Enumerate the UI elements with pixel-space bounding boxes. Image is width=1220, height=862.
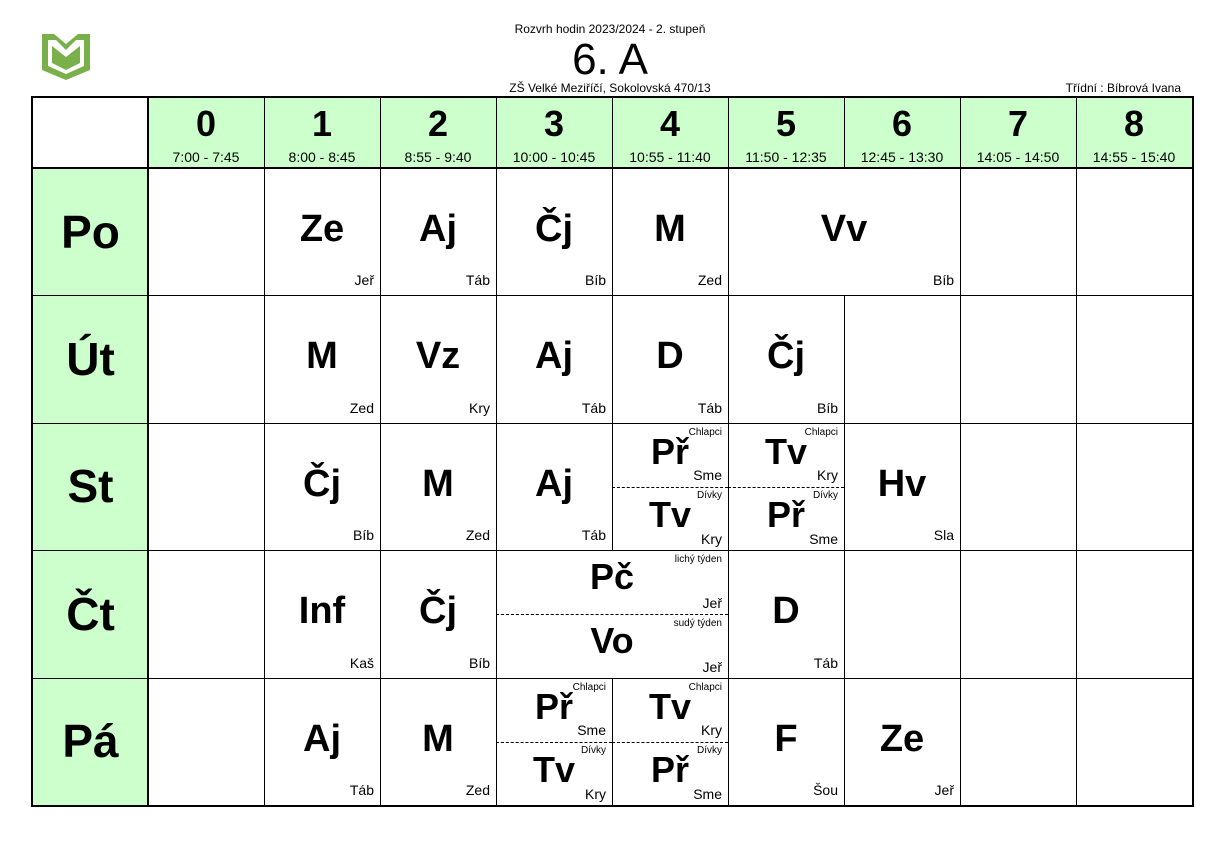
subject: D xyxy=(772,590,800,633)
group-divider xyxy=(496,742,612,743)
subject: Vz xyxy=(415,335,461,378)
column-separator xyxy=(380,98,381,168)
subject: Aj xyxy=(303,717,341,760)
lesson-cell[interactable] xyxy=(496,550,728,677)
subject: Čj xyxy=(303,462,341,505)
subject: D xyxy=(656,335,684,378)
subject: Př xyxy=(650,430,690,472)
period-header-7 xyxy=(960,98,1076,168)
lesson-cell[interactable] xyxy=(380,295,496,422)
teacher: Bíb xyxy=(932,272,954,289)
lesson-group[interactable] xyxy=(496,550,728,614)
group-label: Chlapci xyxy=(572,681,606,693)
teacher: Kaš xyxy=(349,654,374,671)
column-separator xyxy=(1076,678,1077,806)
period-header-0 xyxy=(148,98,264,168)
lesson-group[interactable] xyxy=(496,678,612,742)
column-separator xyxy=(960,295,961,423)
lesson-cell[interactable] xyxy=(380,678,496,805)
subject: Hv xyxy=(877,462,927,505)
lesson-cell[interactable] xyxy=(496,168,612,295)
lesson-cell[interactable] xyxy=(612,423,728,550)
day-cell-1 xyxy=(33,295,148,422)
teacher: Bíb xyxy=(816,399,838,416)
teacher: Zed xyxy=(349,399,374,416)
period-time: 12:45 - 13:30 xyxy=(860,149,944,165)
column-separator xyxy=(496,98,497,168)
group-divider xyxy=(612,487,728,488)
group-label: Chlapci xyxy=(804,426,838,438)
subject: Tv xyxy=(764,430,807,472)
group-label: Dívky xyxy=(813,490,838,502)
day-name: Po xyxy=(61,205,120,258)
subject: Pč xyxy=(589,556,635,598)
group-divider xyxy=(496,614,728,615)
schedule-subtitle: Rozvrh hodin 2023/2024 - 2. stupeň xyxy=(514,22,706,36)
lesson-group[interactable] xyxy=(612,678,728,742)
subject: Vo xyxy=(590,619,634,661)
teacher: Jeř xyxy=(702,594,722,611)
subject: Aj xyxy=(535,335,573,378)
day-cell-3 xyxy=(33,550,148,677)
lesson-cell[interactable] xyxy=(844,423,960,550)
subject: Čj xyxy=(767,335,805,378)
column-separator xyxy=(960,423,961,551)
period-header-1 xyxy=(264,98,380,168)
subject: Tv xyxy=(648,494,691,536)
period-number: 0 xyxy=(195,103,217,144)
day-cell-4 xyxy=(33,678,148,805)
column-separator xyxy=(1076,98,1077,168)
column-separator xyxy=(844,98,845,168)
class-teacher: Třídní : Bíbrová Ivana xyxy=(1065,81,1181,95)
column-separator xyxy=(1076,168,1077,296)
teacher: Kry xyxy=(469,399,490,416)
day-name: Pá xyxy=(62,715,119,768)
period-number: 7 xyxy=(1007,103,1029,144)
column-separator xyxy=(960,168,961,296)
column-separator xyxy=(844,295,845,423)
teacher: Sme xyxy=(577,722,606,739)
period-header-2 xyxy=(380,98,496,168)
group-divider xyxy=(612,742,728,743)
period-header-8 xyxy=(1076,98,1192,168)
lesson-group[interactable] xyxy=(612,741,728,805)
period-time: 14:05 - 14:50 xyxy=(976,149,1060,165)
group-label: Dívky xyxy=(697,490,722,502)
group-label: Dívky xyxy=(697,745,722,757)
subject: Aj xyxy=(535,462,573,505)
lesson-cell[interactable] xyxy=(728,550,844,677)
teacher: Táb xyxy=(465,272,490,289)
lesson-cell[interactable] xyxy=(728,423,844,550)
lesson-group[interactable] xyxy=(496,614,728,678)
teacher: Kry xyxy=(585,785,606,802)
column-separator xyxy=(612,98,613,168)
subject: Čj xyxy=(535,208,573,250)
period-number: 8 xyxy=(1123,103,1145,144)
period-header-6 xyxy=(844,98,960,168)
teacher: Bíb xyxy=(468,654,490,671)
lesson-cell[interactable] xyxy=(612,678,728,805)
period-time: 10:00 - 10:45 xyxy=(512,149,596,165)
lesson-cell[interactable] xyxy=(380,168,496,295)
teacher: Táb xyxy=(349,781,374,798)
day-cell-0 xyxy=(33,168,148,295)
period-time: 8:00 - 8:45 xyxy=(288,149,356,165)
teacher: Sme xyxy=(809,531,838,548)
day-name: St xyxy=(67,460,114,513)
period-number: 5 xyxy=(775,103,797,144)
teacher: Sme xyxy=(693,467,722,484)
lesson-cell[interactable] xyxy=(844,678,960,805)
subject: Tv xyxy=(532,749,575,791)
teacher: Bíb xyxy=(352,527,374,544)
subject: M xyxy=(422,717,454,760)
period-number: 2 xyxy=(427,103,449,144)
lesson-cell[interactable] xyxy=(728,168,960,295)
lesson-cell[interactable] xyxy=(264,423,380,550)
subject: Čj xyxy=(419,590,457,633)
subject: Ze xyxy=(299,208,345,250)
lesson-cell[interactable] xyxy=(496,678,612,805)
day-cell-2 xyxy=(33,423,148,550)
subject: M xyxy=(422,462,454,505)
column-separator xyxy=(960,678,961,806)
column-separator xyxy=(960,550,961,678)
subject: Tv xyxy=(648,685,691,727)
lesson-group[interactable] xyxy=(612,486,728,550)
subject: M xyxy=(306,335,338,378)
subject: Př xyxy=(650,749,690,791)
subject: M xyxy=(654,208,686,250)
teacher: Jeř xyxy=(934,781,954,798)
lesson-cell[interactable] xyxy=(496,295,612,422)
teacher: Kry xyxy=(817,467,838,484)
day-column-separator xyxy=(147,98,149,805)
teacher: Kry xyxy=(701,531,722,548)
teacher: Bíb xyxy=(584,272,606,289)
lesson-cell[interactable] xyxy=(496,423,612,550)
period-number: 4 xyxy=(659,103,681,144)
teacher: Šou xyxy=(813,781,838,798)
period-number: 6 xyxy=(891,103,913,144)
subject: Inf xyxy=(298,590,346,633)
teacher: Kry xyxy=(701,722,722,739)
column-separator xyxy=(1076,550,1077,678)
group-divider xyxy=(728,487,844,488)
day-name: Čt xyxy=(66,587,115,640)
lesson-group[interactable] xyxy=(612,423,728,487)
teacher: Táb xyxy=(697,399,722,416)
column-separator xyxy=(1076,295,1077,423)
teacher: Sla xyxy=(933,527,954,544)
period-header-5 xyxy=(728,98,844,168)
group-label: lichý týden xyxy=(674,554,722,566)
column-separator xyxy=(728,98,729,168)
lesson-cell[interactable] xyxy=(380,550,496,677)
teacher: Táb xyxy=(581,527,606,544)
column-separator xyxy=(264,98,265,168)
period-time: 10:55 - 11:40 xyxy=(629,149,711,165)
timetable-grid xyxy=(31,96,1194,807)
period-number: 1 xyxy=(311,103,333,144)
subject: Př xyxy=(766,494,806,536)
column-separator xyxy=(844,550,845,678)
group-label: sudý týden xyxy=(673,617,722,629)
teacher: Zed xyxy=(465,781,490,798)
teacher: Jeř xyxy=(354,272,374,289)
lesson-cell[interactable] xyxy=(264,678,380,805)
period-header-4 xyxy=(612,98,728,168)
lesson-cell[interactable] xyxy=(612,295,728,422)
period-time: 8:55 - 9:40 xyxy=(404,149,472,165)
group-label: Dívky xyxy=(581,745,606,757)
lesson-cell[interactable] xyxy=(264,168,380,295)
lesson-cell[interactable] xyxy=(264,550,380,677)
teacher: Táb xyxy=(813,654,838,671)
period-time: 11:50 - 12:35 xyxy=(745,149,827,165)
lesson-cell[interactable] xyxy=(264,295,380,422)
group-label: Chlapci xyxy=(688,681,722,693)
class-title: 6. A xyxy=(572,35,648,84)
period-number: 3 xyxy=(543,103,565,144)
column-separator xyxy=(960,98,961,168)
lesson-group[interactable] xyxy=(728,486,844,550)
subject: Ze xyxy=(879,717,925,760)
school-name: ZŠ Velké Meziříčí, Sokolovská 470/13 xyxy=(509,81,711,95)
subject: F xyxy=(774,717,798,760)
teacher: Táb xyxy=(581,399,606,416)
teacher: Zed xyxy=(697,272,722,289)
day-name: Út xyxy=(66,333,115,386)
column-separator xyxy=(1076,423,1077,551)
lesson-cell[interactable] xyxy=(380,423,496,550)
group-label: Chlapci xyxy=(688,426,722,438)
period-time: 7:00 - 7:45 xyxy=(172,149,240,165)
subject: Aj xyxy=(419,208,457,250)
period-header-3 xyxy=(496,98,612,168)
lesson-cell[interactable] xyxy=(728,295,844,422)
teacher: Jeř xyxy=(702,658,722,675)
subject: Vv xyxy=(820,208,868,250)
subject: Př xyxy=(534,685,574,727)
lesson-cell[interactable] xyxy=(612,168,728,295)
teacher: Sme xyxy=(693,785,722,802)
lesson-group[interactable] xyxy=(728,423,844,487)
period-time: 14:55 - 15:40 xyxy=(1092,149,1176,165)
lesson-cell[interactable] xyxy=(728,678,844,805)
teacher: Zed xyxy=(465,527,490,544)
lesson-group[interactable] xyxy=(496,741,612,805)
